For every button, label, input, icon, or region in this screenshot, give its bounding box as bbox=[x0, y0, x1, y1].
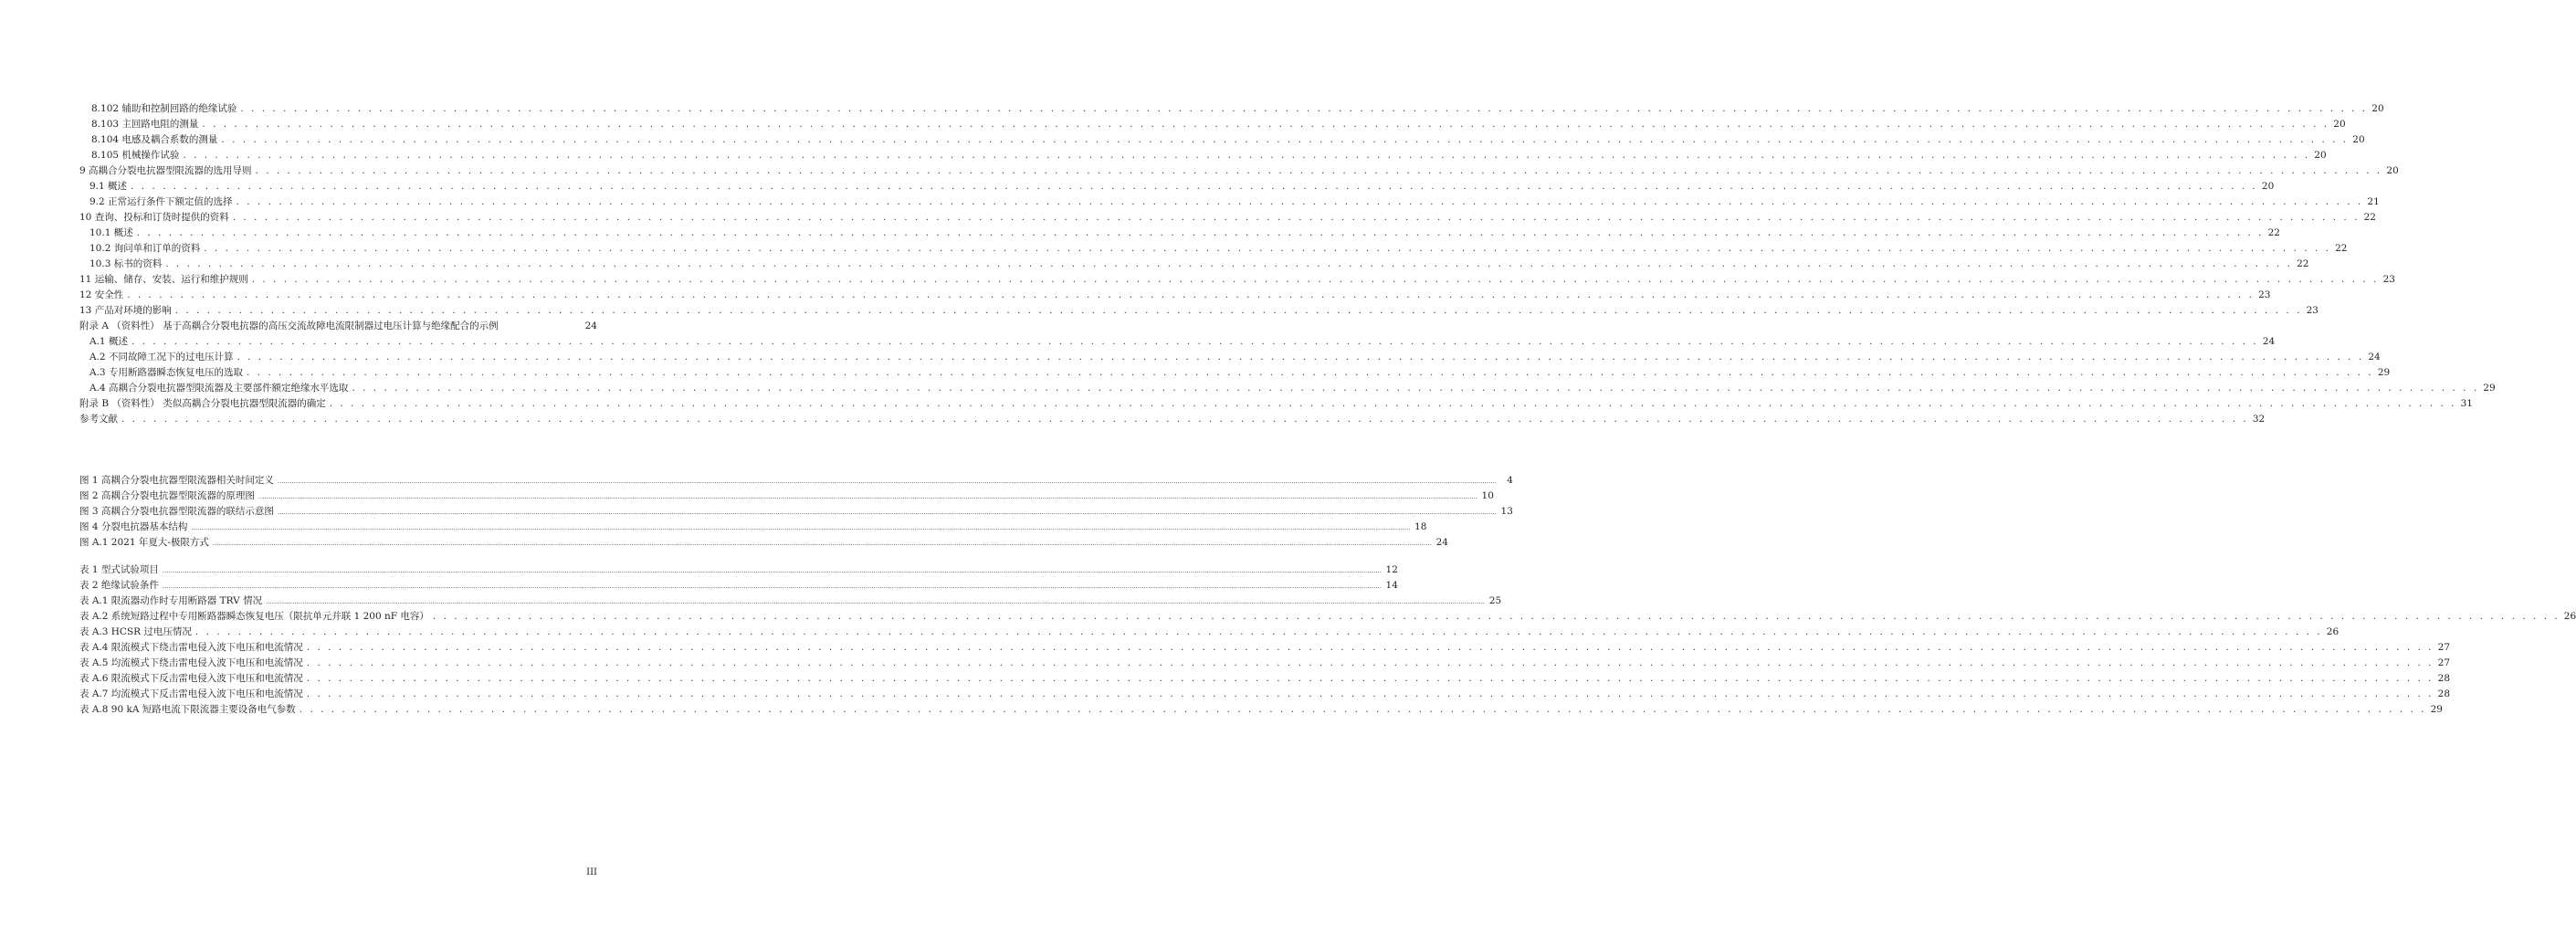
table-entry[interactable] bbox=[79, 637, 2451, 653]
entry-label: 11 运输、储存、安装、运行和维护规则 bbox=[79, 274, 248, 285]
page-number: III bbox=[586, 867, 597, 877]
entry-page-number: 20 bbox=[2314, 150, 2327, 161]
entry-page-number: 25 bbox=[1488, 595, 1502, 606]
toc-entry[interactable] bbox=[79, 207, 2376, 223]
entry-label: 表 A.2 系统短路过程中专用断路器瞬态恢复电压（限抗单元并联 1 200 nF 电容） bbox=[79, 611, 429, 622]
toc-entry[interactable] bbox=[79, 285, 2271, 300]
entry-page-number: 28 bbox=[2437, 673, 2451, 684]
entry-page-number: 24 bbox=[1435, 537, 1448, 548]
entry-label: A.1 概述 bbox=[89, 336, 128, 347]
dot-leader: ........................................................................................................................................................................................................................................................................................................................................................................................................................................................................................................................................................................................................................ bbox=[212, 540, 1432, 547]
entry-page-number: 20 bbox=[2352, 134, 2365, 145]
dot-leader: . . . . . . . . . . . . . . . . . . . . . . . . . . . . . . . . . . . . . . . . . . . . . . . . . . . . . . . . . . . . . . . . . . . . . . . . . . . . . . . . . . . . . . . . . . . . . . . . . . . . . . . . . . . . . . . . . . . . . . . . . . . . . . . . . . . . . . . . . . . . . . . . . . . . . . . . . . . . . . . . . . . . . . . . . . . . . . . . . . . . . . . . . . . . . . . . . . . . . . . . bbox=[127, 289, 2255, 300]
toc-entry[interactable] bbox=[79, 161, 2399, 176]
entry-label: 附录 A （资料性） 基于高耦合分裂电抗器的高压交流故障电流限制器过电压计算与绝缘配合的示例 bbox=[79, 320, 499, 331]
table-entry[interactable] bbox=[79, 668, 2451, 684]
entry-label: 图 2 高耦合分裂电抗器型限流器的原理图 bbox=[79, 490, 255, 501]
entry-label: 9.1 概述 bbox=[89, 181, 128, 192]
entry-label: 8.103 主回路电阻的测量 bbox=[91, 119, 199, 130]
entry-label: A.2 不同故障工况下的过电压计算 bbox=[89, 352, 234, 362]
entry-page-number: 27 bbox=[2437, 657, 2451, 668]
entry-page-number: 23 bbox=[2306, 305, 2318, 316]
toc-entry[interactable] bbox=[91, 130, 2365, 145]
table-entry[interactable] bbox=[79, 684, 2451, 699]
entry-label: 图 3 高耦合分裂电抗器型限流器的联结示意图 bbox=[79, 506, 274, 517]
entry-label: 表 A.5 均流模式下绕击雷电侵入波下电压和电流情况 bbox=[79, 657, 303, 668]
entry-label: 附录 B （资料性） 类似高耦合分裂电抗器型限流器的确定 bbox=[79, 398, 326, 409]
entry-page-number: 29 bbox=[2377, 367, 2391, 378]
toc-entry[interactable] bbox=[91, 114, 2346, 130]
table-entry[interactable] bbox=[79, 560, 1398, 575]
entry-page-number: 20 bbox=[2386, 165, 2399, 176]
dot-leader: . . . . . . . . . . . . . . . . . . . . . . . . . . . . . . . . . . . . . . . . . . . . . . . . . . . . . . . . . . . . . . . . . . . . . . . . . . . . . . . . . . . . . . . . . . . . . . . . . . . . . . . . . . . . . . . . . . . . . . . . . . . . . . . . . . . . . . . . . . . . . . . . . . . . . . . . . . . . . . . . . . . . . . . . . . . . . . . . . . . . . . . . . . . . . . . . . . . . . . . . bbox=[121, 414, 2249, 425]
entry-page-number: 22 bbox=[2297, 258, 2309, 269]
entry-page-number: 24 bbox=[584, 320, 597, 331]
entry-label: 8.104 电感及耦合系数的测量 bbox=[91, 134, 218, 145]
dot-leader: . . . . . . . . . . . . . . . . . . . . . . . . . . . . . . . . . . . . . . . . . . . . . . . . . . . . . . . . . . . . . . . . . . . . . . . . . . . . . . . . . . . . . . . . . . . . . . . . . . . . . . . . . . . . . . . . . . . . . . . . . . . . . . . . . . . . . . . . . . . . . . . . . . . . . . . . . . . . . . . . . . . . . . . . . . . . . . . . . . . . . . . . . . . . . . . . . . . . . . . . bbox=[174, 305, 2302, 316]
toc-entry[interactable] bbox=[89, 378, 2496, 394]
figure-entry[interactable] bbox=[79, 517, 1427, 532]
entry-label: 表 A.8 90 kA 短路电流下限流器主要设备电气参数 bbox=[79, 704, 296, 715]
entry-label: 8.105 机械操作试验 bbox=[91, 150, 180, 161]
toc-entry[interactable] bbox=[89, 223, 2280, 238]
toc-entry[interactable] bbox=[79, 300, 2318, 316]
toc-entry[interactable] bbox=[89, 362, 2391, 378]
table-of-contents bbox=[0, 99, 2496, 425]
entry-label: 10.3 标书的资料 bbox=[89, 258, 163, 269]
table-entry[interactable] bbox=[79, 699, 2443, 715]
dot-leader: . . . . . . . . . . . . . . . . . . . . . . . . . . . . . . . . . . . . . . . . . . . . . . . . . . . . . . . . . . . . . . . . . . . . . . . . . . . . . . . . . . . . . . . . . . . . . . . . . . . . . . . . . . . . . . . . . . . . . . . . . . . . . . . . . . . . . . . . . . . . . . . . . . . . . . . . . . . . . . . . . . . . . . . . . . . . . . . . . . . . . . . . . . . . . . . . . . . . . . . . bbox=[183, 150, 2310, 161]
entry-page-number: 22 bbox=[2267, 227, 2280, 238]
figure-entry[interactable] bbox=[79, 501, 1513, 517]
dot-leader: . . . . . . . . . . . . . . . . . . . . . . . . . . . . . . . . . . . . . . . . . . . . . . . . . . . . . . . . . . . . . . . . . . . . . . . . . . . . . . . . . . . . . . . . . . . . . . . . . . . . . . . . . . . . . . . . . . . . . . . . . . . . . . . . . . . . . . . . . . . . . . . . . . . . . . . . . . . . . . . . . . . . . . . . . . . . . . . . . . . . . . . . . . . . . . . . . . . . . . . . bbox=[202, 119, 2329, 130]
list-of-figures bbox=[0, 470, 1513, 548]
toc-entry[interactable] bbox=[91, 99, 2384, 114]
entry-label: 12 安全性 bbox=[79, 289, 124, 300]
entry-page-number: 10 bbox=[1481, 490, 1494, 501]
entry-label: 表 A.6 限流模式下反击雷电侵入波下电压和电流情况 bbox=[79, 673, 303, 684]
dot-leader: . . . . . . . . . . . . . . . . . . . . . . . . . . . . . . . . . . . . . . . . . . . . . . . . . . . . . . . . . . . . . . . . . . . . . . . . . . . . . . . . . . . . . . . . . . . . . . . . . . . . . . . . . . . . . . . . . . . . . . . . . . . . . . . . . . . . . . . . . . . . . . . . . . . . . . . . . . . . . . . . . . . . . . . . . . . . . . . . . . . . . . . . . . . . . . . . . . . . . . . . bbox=[240, 103, 2368, 114]
dot-leader: . . . . . . . . . . . . . . . . . . . . . . . . . . . . . . . . . . . . . . . . . . . . . . . . . . . . . . . . . . . . . . . . . . . . . . . . . . . . . . . . . . . . . . . . . . . . . . . . . . . . . . . . . . . . . . . . . . . . . . . . . . . . . . . . . . . . . . . . . . . . . . . . . . . . . . . . . . . . . . . . . . . . . . . . . . . . . . . . . . . . . . . . . . . . . . . . . . . . . . . . bbox=[232, 212, 2360, 223]
toc-entry[interactable] bbox=[79, 269, 2395, 285]
entry-label: 表 1 型式试验项目 bbox=[79, 564, 159, 575]
dot-leader: . . . . . . . . . . . . . . . . . . . . . . . . . . . . . . . . . . . . . . . . . . . . . . . . . . . . . . . . . . . . . . . . . . . . . . . . . . . . . . . . . . . . . . . . . . . . . . . . . . . . . . . . . . . . . . . . . . . . . . . . . . . . . . . . . . . . . . . . . . . . . . . . . . . . . . . . . . . . . . . . . . . . . . . . . . . . . . . . . . . . . . . . . . . . . . . . . . . . . . . . bbox=[306, 642, 2434, 653]
entry-label: 参考文献 bbox=[79, 414, 118, 425]
dot-leader: . . . . . . . . . . . . . . . . . . . . . . . . . . . . . . . . . . . . . . . . . . . . . . . . . . . . . . . . . . . . . . . . . . . . . . . . . . . . . . . . . . . . . . . . . . . . . . . . . . . . . . . . . . . . . . . . . . . . . . . . . . . . . . . . . . . . . . . . . . . . . . . . . . . . . . . . . . . . . . . . . . . . . . . . . . . . . . . . . . . . . . . . . . . . . . . . . . . . . . . . bbox=[306, 688, 2434, 699]
entry-page-number: 18 bbox=[1414, 521, 1427, 532]
dot-leader: . . . . . . . . . . . . . . . . . . . . . . . . . . . . . . . . . . . . . . . . . . . . . . . . . . . . . . . . . . . . . . . . . . . . . . . . . . . . . . . . . . . . . . . . . . . . . . . . . . . . . . . . . . . . . . . . . . . . . . . . . . . . . . . . . . . . . . . . . . . . . . . . . . . . . . . . . . . . . . . . . . . . . . . . . . . . . . . . . . . . . . . . . . . . . . . . . . . . . . . . bbox=[195, 626, 2323, 637]
toc-entry[interactable] bbox=[79, 409, 2266, 425]
entry-page-number: 26 bbox=[2563, 611, 2576, 622]
toc-entry[interactable] bbox=[89, 238, 2348, 254]
toc-entry[interactable] bbox=[89, 176, 2275, 192]
toc-entry[interactable] bbox=[89, 192, 2380, 207]
entry-label: 图 A.1 2021 年夏大-极限方式 bbox=[79, 537, 209, 548]
dot-leader: . . . . . . . . . . . . . . . . . . . . . . . . . . . . . . . . . . . . . . . . . . . . . . . . . . . . . . . . . . . . . . . . . . . . . . . . . . . . . . . . . . . . . . . . . . . . . . . . . . . . . . . . . . . . . . . . . . . . . . . . . . . . . . . . . . . . . . . . . . . . . . . . . . . . . . . . . . . . . . . . . . . . . . . . . . . . . . . . . . . . . . . . . . . . . . . . . . . . . . . . bbox=[329, 398, 2456, 409]
dot-leader: . . . . . . . . . . . . . . . . . . . . . . . . . . . . . . . . . . . . . . . . . . . . . . . . . . . . . . . . . . . . . . . . . . . . . . . . . . . . . . . . . . . . . . . . . . . . . . . . . . . . . . . . . . . . . . . . . . . . . . . . . . . . . . . . . . . . . . . . . . . . . . . . . . . . . . . . . . . . . . . . . . . . . . . . . . . . . . . . . . . . . . . . . . . . . . . . . . . . . . . . bbox=[237, 352, 2364, 362]
table-entry[interactable] bbox=[79, 653, 2451, 668]
dot-leader: . . . . . . . . . . . . . . . . . . . . . . . . . . . . . . . . . . . . . . . . . . . . . . . . . . . . . . . . . . . . . . . . . . . . . . . . . . . . . . . . . . . . . . . . . . . . . . . . . . . . . . . . . . . . . . . . . . . . . . . . . . . . . . . . . . . . . . . . . . . . . . . . . . . . . . . . . . . . . . . . . . . . . . . . . . . . . . . . . . . . . . . . . . . . . . . . . . . . . . . . bbox=[299, 704, 2426, 715]
entry-page-number: 26 bbox=[2326, 626, 2339, 637]
entry-page-number: 4 bbox=[1507, 475, 1513, 486]
entry-label: 表 A.7 均流模式下反击雷电侵入波下电压和电流情况 bbox=[79, 688, 303, 699]
dot-leader: . . . . . . . . . . . . . . . . . . . . . . . . . . . . . . . . . . . . . . . . . . . . . . . . . . . . . . . . . . . . . . . . . . . . . . . . . . . . . . . . . . . . . . . . . . . . . . . . . . . . . . . . . . . . . . . . . . . . . . . . . . . . . . . . . . . . . . . . . . . . . . . . . . . . . . . . . . . . . . . . . . . . . . . . . . . . . . . . . . . . . . . . . . . . . . . . . . . . . . . . bbox=[352, 383, 2479, 394]
entry-page-number: 23 bbox=[2382, 274, 2395, 285]
entry-page-number: 22 bbox=[2335, 243, 2348, 254]
dot-leader: ........................................................................................................................................................................................................................................................................................................................................................................................................................................................................................................................................................................................................................ bbox=[258, 493, 1477, 500]
entry-label: A.4 高耦合分裂电抗器型限流器及主要部件额定绝缘水平选取 bbox=[89, 383, 349, 394]
toc-entry[interactable] bbox=[89, 254, 2309, 269]
toc-entry[interactable] bbox=[79, 394, 2473, 409]
entry-label: 表 2 绝缘试验条件 bbox=[79, 580, 159, 591]
entry-page-number: 13 bbox=[1500, 506, 1513, 517]
dot-leader: . . . . . . . . . . . . . . . . . . . . . . . . . . . . . . . . . . . . . . . . . . . . . . . . . . . . . . . . . . . . . . . . . . . . . . . . . . . . . . . . . . . . . . . . . . . . . . . . . . . . . . . . . . . . . . . . . . . . . . . . . . . . . . . . . . . . . . . . . . . . . . . . . . . . . . . . . . . . . . . . . . . . . . . . . . . . . . . . . . . . . . . . . . . . . . . . . . . . . . . . bbox=[246, 367, 2374, 378]
table-entry[interactable] bbox=[79, 591, 1502, 606]
dot-leader: ........................................................................................................................................................................................................................................................................................................................................................................................................................................................................................................................................................................................................................ bbox=[191, 524, 1411, 531]
entry-label: 表 A.3 HCSR 过电压情况 bbox=[79, 626, 192, 637]
entry-label: 10 查询、投标和订货时提供的资料 bbox=[79, 212, 229, 223]
entry-page-number: 20 bbox=[2261, 181, 2275, 192]
entry-label: 9.2 正常运行条件下额定值的选择 bbox=[89, 196, 233, 207]
list-of-tables bbox=[0, 560, 2576, 715]
entry-page-number: 23 bbox=[2258, 289, 2271, 300]
figure-entry[interactable] bbox=[79, 470, 1513, 486]
entry-label: 表 A.1 限流器动作时专用断路器 TRV 情况 bbox=[79, 595, 263, 606]
entry-page-number: 12 bbox=[1385, 564, 1398, 575]
dot-leader: . . . . . . . . . . . . . . . . . . . . . . . . . . . . . . . . . . . . . . . . . . . . . . . . . . . . . . . . . . . . . . . . . . . . . . . . . . . . . . . . . . . . . . . . . . . . . . . . . . . . . . . . . . . . . . . . . . . . . . . . . . . . . . . . . . . . . . . . . . . . . . . . . . . . . . . . . . . . . . . . . . . . . . . . . . . . . . . . . . . . . . . . . . . . . . . . . . . . . . . . bbox=[251, 274, 2379, 285]
toc-entry[interactable] bbox=[89, 347, 2381, 362]
entry-page-number: 29 bbox=[2430, 704, 2443, 715]
dot-leader: . . . . . . . . . . . . . . . . . . . . . . . . . . . . . . . . . . . . . . . . . . . . . . . . . . . . . . . . . . . . . . . . . . . . . . . . . . . . . . . . . . . . . . . . . . . . . . . . . . . . . . . . . . . . . . . . . . . . . . . . . . . . . . . . . . . . . . . . . . . . . . . . . . . . . . . . . . . . . . . . . . . . . . . . . . . . . . . . . . . . . . . . . . . . . . . . . . . . . . . . bbox=[236, 196, 2363, 207]
figure-entry[interactable] bbox=[79, 486, 1494, 501]
entry-label: 8.102 辅助和控制回路的绝缘试验 bbox=[91, 103, 237, 114]
toc-entry[interactable] bbox=[91, 145, 2327, 161]
table-entry[interactable] bbox=[79, 606, 2576, 622]
dot-leader: . . . . . . . . . . . . . . . . . . . . . . . . . . . . . . . . . . . . . . . . . . . . . . . . . . . . . . . . . . . . . . . . . . . . . . . . . . . . . . . . . . . . . . . . . . . . . . . . . . . . . . . . . . . . . . . . . . . . . . . . . . . . . . . . . . . . . . . . . . . . . . . . . . . . . . . . . . . . . . . . . . . . . . . . . . . . . . . . . . . . . . . . . . . . . . . . . . . . . . . . bbox=[136, 227, 2264, 238]
entry-label: 图 4 分裂电抗器基本结构 bbox=[79, 521, 188, 532]
dot-leader: . . . . . . . . . . . . . . . . . . . . . . . . . . . . . . . . . . . . . . . . . . . . . . . . . . . . . . . . . . . . . . . . . . . . . . . . . . . . . . . . . . . . . . . . . . . . . . . . . . . . . . . . . . . . . . . . . . . . . . . . . . . . . . . . . . . . . . . . . . . . . . . . . . . . . . . . . . . . . . . . . . . . . . . . . . . . . . . . . . . . . . . . . . . . . . . . . . . . . . . . bbox=[131, 181, 2258, 192]
dot-leader: ........................................................................................................................................................................................................................................................................................................................................................................................................................................................................................................................................................................................................................ bbox=[277, 478, 1497, 485]
entry-page-number: 20 bbox=[2371, 103, 2384, 114]
dot-leader: . . . . . . . . . . . . . . . . . . . . . . . . . . . . . . . . . . . . . . . . . . . . . . . . . . . . . . . . . . . . . . . . . . . . . . . . . . . . . . . . . . . . . . . . . . . . . . . . . . . . . . . . . . . . . . . . . . . . . . . . . . . . . . . . . . . . . . . . . . . . . . . . . . . . . . . . . . . . . . . . . . . . . . . . . . . . . . . . . . . . . . . . . . . . . . . . . . . . . . . . bbox=[204, 243, 2331, 254]
entry-page-number: 24 bbox=[2262, 336, 2276, 347]
toc-entry[interactable] bbox=[89, 331, 2276, 347]
entry-page-number: 31 bbox=[2460, 398, 2473, 409]
dot-leader: ........................................................................................................................................................................................................................................................................................................................................................................................................................................................................................................................................................................................................................ bbox=[277, 509, 1497, 516]
dot-leader: . . . . . . . . . . . . . . . . . . . . . . . . . . . . . . . . . . . . . . . . . . . . . . . . . . . . . . . . . . . . . . . . . . . . . . . . . . . . . . . . . . . . . . . . . . . . . . . . . . . . . . . . . . . . . . . . . . . . . . . . . . . . . . . . . . . . . . . . . . . . . . . . . . . . . . . . . . . . . . . . . . . . . . . . . . . . . . . . . . . . . . . . . . . . . . . . . . . . . . . . bbox=[131, 336, 2259, 347]
dot-leader: ........................................................................................................................................................................................................................................................................................................................................................................................................................................................................................................................................................................................................................ bbox=[162, 583, 1382, 590]
entry-page-number: 21 bbox=[2367, 196, 2380, 207]
entry-page-number: 32 bbox=[2252, 414, 2266, 425]
entry-label: 9 高耦合分裂电抗器型限流器的选用导则 bbox=[79, 165, 252, 176]
dot-leader: . . . . . . . . . . . . . . . . . . . . . . . . . . . . . . . . . . . . . . . . . . . . . . . . . . . . . . . . . . . . . . . . . . . . . . . . . . . . . . . . . . . . . . . . . . . . . . . . . . . . . . . . . . . . . . . . . . . . . . . . . . . . . . . . . . . . . . . . . . . . . . . . . . . . . . . . . . . . . . . . . . . . . . . . . . . . . . . . . . . . . . . . . . . . . . . . . . . . . . . . bbox=[306, 657, 2434, 668]
dot-leader: . . . . . . . . . . . . . . . . . . . . . . . . . . . . . . . . . . . . . . . . . . . . . . . . . . . . . . . . . . . . . . . . . . . . . . . . . . . . . . . . . . . . . . . . . . . . . . . . . . . . . . . . . . . . . . . . . . . . . . . . . . . . . . . . . . . . . . . . . . . . . . . . . . . . . . . . . . . . . . . . . . . . . . . . . . . . . . . . . . . . . . . . . . . . . . . . . . . . . . . . bbox=[306, 673, 2434, 684]
table-entry[interactable] bbox=[79, 622, 2339, 637]
entry-label: 10.2 询问单和订单的资料 bbox=[89, 243, 201, 254]
dot-leader: ........................................................................................................................................................................................................................................................................................................................................................................................................................................................................................................................................................................................................................ bbox=[162, 567, 1382, 574]
dot-leader: . . . . . . . . . . . . . . . . . . . . . . . . . . . . . . . . . . . . . . . . . . . . . . . . . . . . . . . . . . . . . . . . . . . . . . . . . . . . . . . . . . . . . . . . . . . . . . . . . . . . . . . . . . . . . . . . . . . . . . . . . . . . . . . . . . . . . . . . . . . . . . . . . . . . . . . . . . . . . . . . . . . . . . . . . . . . . . . . . . . . . . . . . . . . . . . . . . . . . . . . bbox=[255, 165, 2382, 176]
toc-entry[interactable] bbox=[79, 316, 597, 331]
dot-leader: . . . . . . . . . . . . . . . . . . . . . . . . . . . . . . . . . . . . . . . . . . . . . . . . . . . . . . . . . . . . . . . . . . . . . . . . . . . . . . . . . . . . . . . . . . . . . . . . . . . . . . . . . . . . . . . . . . . . . . . . . . . . . . . . . . . . . . . . . . . . . . . . . . . . . . . . . . . . . . . . . . . . . . . . . . . . . . . . . . . . . . . . . . . . . . . . . . . . . . . . bbox=[165, 258, 2293, 269]
entry-label: A.3 专用断路器瞬态恢复电压的选取 bbox=[89, 367, 243, 378]
entry-label: 图 1 高耦合分裂电抗器型限流器相关时间定义 bbox=[79, 475, 274, 486]
figure-entry[interactable] bbox=[79, 532, 1448, 548]
entry-page-number: 27 bbox=[2437, 642, 2451, 653]
entry-page-number: 29 bbox=[2483, 383, 2496, 394]
dot-leader: . . . . . . . . . . . . . . . . . . . . . . . . . . . . . . . . . . . . . . . . . . . . . . . . . . . . . . . . . . . . . . . . . . . . . . . . . . . . . . . . . . . . . . . . . . . . . . . . . . . . . . . . . . . . . . . . . . . . . . . . . . . . . . . . . . . . . . . . . . . . . . . . . . . . . . . . . . . . . . . . . . . . . . . . . . . . . . . . . . . . . . . . . . . . . . . . . . . . . . . . bbox=[221, 134, 2349, 145]
entry-label: 10.1 概述 bbox=[89, 227, 133, 238]
entry-page-number: 22 bbox=[2363, 212, 2376, 223]
entry-page-number: 24 bbox=[2368, 352, 2381, 362]
entry-label: 13 产品对环境的影响 bbox=[79, 305, 172, 316]
entry-page-number: 28 bbox=[2437, 688, 2451, 699]
dot-leader: ........................................................................................................................................................................................................................................................................................................................................................................................................................................................................................................................................................................................................................ bbox=[266, 598, 1486, 605]
entry-page-number: 14 bbox=[1385, 580, 1398, 591]
entry-label: 表 A.4 限流模式下绕击雷电侵入波下电压和电流情况 bbox=[79, 642, 303, 653]
entry-page-number: 20 bbox=[2333, 119, 2346, 130]
dot-leader: . . . . . . . . . . . . . . . . . . . . . . . . . . . . . . . . . . . . . . . . . . . . . . . . . . . . . . . . . . . . . . . . . . . . . . . . . . . . . . . . . . . . . . . . . . . . . . . . . . . . . . . . . . . . . . . . . . . . . . . . . . . . . . . . . . . . . . . . . . . . . . . . . . . . . . . . . . . . . . . . . . . . . . . . . . . . . . . . . . . . . . . . . . . . . . . . . . . . . . . . bbox=[432, 611, 2560, 622]
table-entry[interactable] bbox=[79, 575, 1398, 591]
